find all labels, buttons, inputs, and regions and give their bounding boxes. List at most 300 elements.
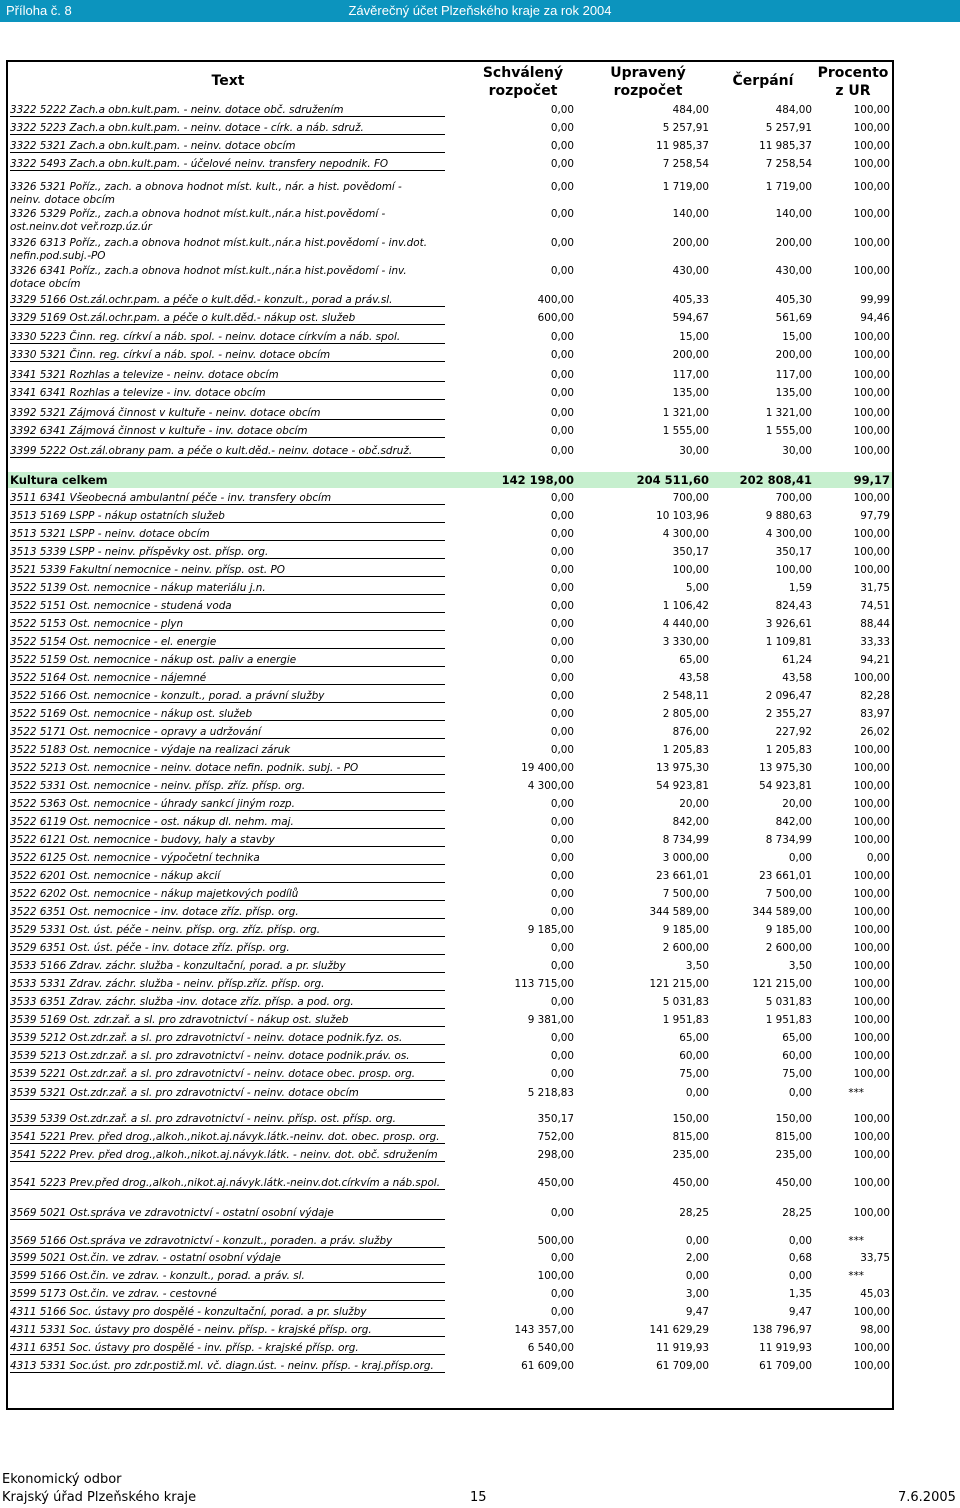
row-text: 3521 5339 Fakultní nemocnice - neinv. přísp. ost. PO: [10, 564, 445, 577]
approved-value: 0,00: [550, 816, 574, 828]
adjusted-value: 9 185,00: [662, 924, 709, 936]
col-header-percent-line1: Procento: [817, 65, 889, 81]
approved-value: 0,00: [550, 546, 574, 558]
percent-value: 33,33: [860, 636, 890, 648]
adjusted-value: 11 919,93: [656, 1342, 709, 1354]
approved-value: 19 400,00: [521, 762, 574, 774]
row-text: 3513 5339 LSPP - neinv. příspěvky ost. přísp. org.: [10, 546, 445, 559]
col-header-approved: [463, 64, 583, 100]
approved-value: 100,00: [537, 1270, 574, 1282]
spent-value: 8 734,99: [765, 834, 812, 846]
spent-value: 15,00: [782, 331, 812, 343]
spent-value: 202 808,41: [739, 473, 812, 487]
adjusted-value: 1 951,83: [662, 1014, 709, 1026]
approved-value: 0,00: [550, 237, 574, 249]
row-text: 3569 5166 Ost.správa ve zdravotnictví - konzult., poraden. a práv. služby: [10, 1235, 445, 1248]
row-text: 3522 6125 Ost. nemocnice - výpočetní technika: [10, 852, 445, 865]
adjusted-value: 20,00: [679, 798, 709, 810]
approved-value: 0,00: [550, 618, 574, 630]
approved-value: 0,00: [550, 1306, 574, 1318]
percent-value: 100,00: [853, 425, 890, 437]
approved-value: 6 540,00: [527, 1342, 574, 1354]
spent-value: 65,00: [782, 1032, 812, 1044]
adjusted-value: 2 600,00: [662, 942, 709, 954]
spent-value: 4 300,00: [765, 528, 812, 540]
row-text: 3392 6341 Zájmová činnost v kultuře - inv. dotace obcím: [10, 425, 445, 438]
percent-value: 100,00: [853, 672, 890, 684]
spent-value: 0,00: [788, 1270, 812, 1282]
adjusted-value: 0,00: [685, 1087, 709, 1099]
percent-value: 100,00: [853, 906, 890, 918]
row-text: 3326 5329 Poříz., zach.a obnova hodnot míst.kult.,nár.a hist.povědomí - ost.neinv.dot veř.rozp.úz.úr: [10, 208, 386, 233]
approved-value: 5 218,83: [527, 1087, 574, 1099]
col-header-spent: Čerpání: [732, 73, 794, 89]
spent-value: 815,00: [775, 1131, 812, 1143]
percent-value: 100,00: [853, 942, 890, 954]
spent-value: 9,47: [788, 1306, 812, 1318]
percent-value: 99,99: [860, 294, 890, 306]
adjusted-value: 23 661,01: [656, 870, 709, 882]
percent-value: 0,00: [866, 852, 890, 864]
col-header-adjusted: [588, 64, 708, 100]
table-header: [8, 62, 892, 102]
row-text: 4311 5166 Soc. ústavy pro dospělé - konzultační, porad. a pr. služby: [10, 1306, 445, 1319]
col-header-percent: [813, 64, 893, 100]
spent-value: 7 258,54: [765, 158, 812, 170]
approved-value: 450,00: [537, 1177, 574, 1189]
approved-value: 0,00: [550, 798, 574, 810]
adjusted-value: 1 321,00: [662, 407, 709, 419]
adjusted-value: 1 555,00: [662, 425, 709, 437]
row-text: 3569 5021 Ost.správa ve zdravotnictví - ostatní osobní výdaje: [10, 1207, 445, 1220]
row-text: 3522 5151 Ost. nemocnice - studená voda: [10, 600, 445, 613]
col-header-text: Text: [211, 73, 245, 89]
row-text: 3522 5331 Ost. nemocnice - neinv. přísp. zříz. přísp. org.: [10, 780, 445, 793]
approved-value: 0,00: [550, 852, 574, 864]
row-text: 3341 5321 Rozhlas a televize - neinv. dotace obcím: [10, 369, 445, 382]
percent-value: 100,00: [853, 546, 890, 558]
spent-value: 1 109,81: [765, 636, 812, 648]
adjusted-value: 2,00: [685, 1252, 709, 1264]
row-text: 3326 6341 Poříz., zach.a obnova hodnot míst.kult.,nár.a hist.povědomí - inv. dotace obcím: [10, 265, 407, 290]
col-header-adjusted-line1: Upravený: [610, 65, 686, 81]
percent-value: 100,00: [853, 387, 890, 399]
row-text: 3599 5021 Ost.čin. ve zdrav. - ostatní osobní výdaje: [10, 1252, 445, 1265]
spent-value: 200,00: [775, 349, 812, 361]
row-text: 3341 6341 Rozhlas a televize - inv. dotace obcím: [10, 387, 445, 400]
spent-value: 3 926,61: [765, 618, 812, 630]
spent-value: 1 205,83: [765, 744, 812, 756]
adjusted-value: 121 215,00: [649, 978, 709, 990]
percent-value: 82,28: [860, 690, 890, 702]
approved-value: 0,00: [550, 1207, 574, 1219]
percent-value: 100,00: [853, 528, 890, 540]
approved-value: 9 381,00: [527, 1014, 574, 1026]
approved-value: 400,00: [537, 294, 574, 306]
adjusted-value: 100,00: [672, 564, 709, 576]
spent-value: 23 661,01: [759, 870, 812, 882]
spent-value: 61 709,00: [759, 1360, 812, 1372]
approved-value: 0,00: [550, 1288, 574, 1300]
spent-value: 54 923,81: [759, 780, 812, 792]
percent-value: 31,75: [860, 582, 890, 594]
adjusted-value: 200,00: [672, 237, 709, 249]
approved-value: 0,00: [550, 636, 574, 648]
spent-value: 235,00: [775, 1149, 812, 1161]
adjusted-value: 3,00: [685, 1288, 709, 1300]
adjusted-value: 350,17: [672, 546, 709, 558]
spent-value: 1,59: [788, 582, 812, 594]
spent-value: 117,00: [775, 369, 812, 381]
adjusted-value: 10 103,96: [656, 510, 709, 522]
adjusted-value: 4 440,00: [662, 618, 709, 630]
adjusted-value: 65,00: [679, 654, 709, 666]
percent-value: ***: [848, 1270, 864, 1282]
adjusted-value: 65,00: [679, 1032, 709, 1044]
adjusted-value: 135,00: [672, 387, 709, 399]
row-text: 4311 5331 Soc. ústavy pro dospělé - neinv. přísp. - krajské přísp. org.: [10, 1324, 445, 1337]
row-text: 3326 5321 Poříz., zach. a obnova hodnot míst. kult., nár. a hist. povědomí - neinv. dotace obcím: [10, 181, 402, 206]
percent-value: 100,00: [853, 445, 890, 457]
percent-value: 94,46: [860, 312, 890, 324]
spent-value: 1 321,00: [765, 407, 812, 419]
page-number: 15: [470, 1490, 487, 1505]
spent-value: 1 951,83: [765, 1014, 812, 1026]
row-text: 3522 5159 Ost. nemocnice - nákup ost. paliv a energie: [10, 654, 445, 667]
adjusted-value: 3 330,00: [662, 636, 709, 648]
percent-value: 100,00: [853, 780, 890, 792]
spent-value: 7 500,00: [765, 888, 812, 900]
approved-value: 752,00: [537, 1131, 574, 1143]
approved-value: 0,00: [550, 744, 574, 756]
document-title: Závěrečný účet Plzeňského kraje za rok 2004: [348, 3, 612, 18]
row-text: 4311 6351 Soc. ústavy pro dospělé - inv. přísp. - krajské přísp. org.: [10, 1342, 445, 1355]
approved-value: 0,00: [550, 1032, 574, 1044]
approved-value: 0,00: [550, 510, 574, 522]
approved-value: 0,00: [550, 492, 574, 504]
row-text: 3522 5183 Ost. nemocnice - výdaje na realizaci záruk: [10, 744, 445, 757]
adjusted-value: 5 257,91: [662, 122, 709, 134]
spent-value: 100,00: [775, 564, 812, 576]
approved-value: 0,00: [550, 387, 574, 399]
approved-value: 0,00: [550, 690, 574, 702]
row-text: 3522 6202 Ost. nemocnice - nákup majetkových podílů: [10, 888, 445, 901]
spent-value: 842,00: [775, 816, 812, 828]
spent-value: 60,00: [782, 1050, 812, 1062]
row-text: 3599 5166 Ost.čin. ve zdrav. - konzult., porad. a práv. sl.: [10, 1270, 445, 1283]
footer-office: Krajský úřad Plzeňského kraje: [2, 1490, 197, 1505]
approved-value: 0,00: [550, 331, 574, 343]
adjusted-value: 815,00: [672, 1131, 709, 1143]
row-text: 3541 5222 Prev. před drog.,alkoh.,nikot.aj.návyk.látk. - neinv. dot. obč. sdružením: [10, 1149, 445, 1162]
spent-value: 2 600,00: [765, 942, 812, 954]
row-text: 3513 5321 LSPP - neinv. dotace obcím: [10, 528, 445, 541]
row-text: 3522 5166 Ost. nemocnice - konzult., porad. a právní služby: [10, 690, 445, 703]
col-header-approved-line1: Schválený: [482, 65, 564, 81]
adjusted-value: 344 589,00: [649, 906, 709, 918]
spent-value: 484,00: [775, 104, 812, 116]
approved-value: 0,00: [550, 122, 574, 134]
adjusted-value: 117,00: [672, 369, 709, 381]
spent-value: 43,58: [782, 672, 812, 684]
row-text: 3522 6201 Ost. nemocnice - nákup akcií: [10, 870, 445, 883]
approved-value: 0,00: [550, 181, 574, 193]
percent-value: 100,00: [853, 265, 890, 277]
approved-value: 142 198,00: [501, 473, 574, 487]
approved-value: 600,00: [537, 312, 574, 324]
spent-value: 1 555,00: [765, 425, 812, 437]
footer-date: 7.6.2005: [898, 1490, 956, 1505]
percent-value: 100,00: [853, 1131, 890, 1143]
row-text: 3539 5212 Ost.zdr.zař. a sl. pro zdravotnictví - neinv. dotace podnik.fyz. os.: [10, 1032, 445, 1045]
row-text: 3522 5164 Ost. nemocnice - nájemné: [10, 672, 445, 685]
percent-value: 100,00: [853, 924, 890, 936]
percent-value: 94,21: [860, 654, 890, 666]
spent-value: 0,00: [788, 852, 812, 864]
row-text: 3330 5223 Činn. reg. církví a náb. spol. - neinv. dotace církvím a náb. spol.: [10, 331, 445, 344]
approved-value: 0,00: [550, 726, 574, 738]
approved-value: 0,00: [550, 996, 574, 1008]
approved-value: 0,00: [550, 528, 574, 540]
approved-value: 143 357,00: [514, 1324, 574, 1336]
spent-value: 200,00: [775, 237, 812, 249]
percent-value: 100,00: [853, 1149, 890, 1161]
spent-value: 227,92: [775, 726, 812, 738]
approved-value: 0,00: [550, 600, 574, 612]
adjusted-value: 60,00: [679, 1050, 709, 1062]
percent-value: 100,00: [853, 798, 890, 810]
percent-value: 74,51: [860, 600, 890, 612]
percent-value: 83,97: [860, 708, 890, 720]
adjusted-value: 2 805,00: [662, 708, 709, 720]
spent-value: 30,00: [782, 445, 812, 457]
adjusted-value: 700,00: [672, 492, 709, 504]
spent-value: 2 096,47: [765, 690, 812, 702]
approved-value: 0,00: [550, 1050, 574, 1062]
adjusted-value: 405,33: [672, 294, 709, 306]
adjusted-value: 8 734,99: [662, 834, 709, 846]
row-text: 3522 5213 Ost. nemocnice - neinv. dotace nefin. podnik. subj. - PO: [10, 762, 445, 775]
adjusted-value: 9,47: [685, 1306, 709, 1318]
percent-value: 97,79: [860, 510, 890, 522]
approved-value: 500,00: [537, 1235, 574, 1247]
row-text: 3539 5321 Ost.zdr.zař. a sl. pro zdravotnictví - neinv. dotace obcím: [10, 1087, 445, 1100]
spent-value: 0,00: [788, 1087, 812, 1099]
row-text: 3529 6351 Ost. úst. péče - inv. dotace zříz. přísp. org.: [10, 942, 445, 955]
row-text: 4313 5331 Soc.úst. pro zdr.postiž.ml. vč. diagn.úst. - neinv. přísp. - kraj.přísp.org.: [10, 1360, 445, 1373]
row-text: 3399 5222 Ost.zál.obrany pam. a péče o kult.děd.- neinv. dotace - obč.sdruž.: [10, 445, 445, 458]
approved-value: 0,00: [550, 140, 574, 152]
percent-value: 100,00: [853, 996, 890, 1008]
spent-value: 0,00: [788, 1235, 812, 1247]
percent-value: 100,00: [853, 1014, 890, 1026]
approved-value: 0,00: [550, 265, 574, 277]
row-text: 3529 5331 Ost. úst. péče - neinv. přísp. org. zříz. přísp. org.: [10, 924, 445, 937]
adjusted-value: 141 629,29: [649, 1324, 709, 1336]
spent-value: 150,00: [775, 1113, 812, 1125]
col-header-percent-line2: z UR: [835, 83, 871, 99]
percent-value: 100,00: [853, 762, 890, 774]
spent-value: 140,00: [775, 208, 812, 220]
spent-value: 0,68: [788, 1252, 812, 1264]
adjusted-value: 13 975,30: [656, 762, 709, 774]
col-header-approved-line2: rozpočet: [488, 83, 558, 99]
row-text: 3522 5169 Ost. nemocnice - nákup ost. služeb: [10, 708, 445, 721]
percent-value: 100,00: [853, 978, 890, 990]
percent-value: 100,00: [853, 158, 890, 170]
approved-value: 0,00: [550, 208, 574, 220]
adjusted-value: 5 031,83: [662, 996, 709, 1008]
adjusted-value: 0,00: [685, 1235, 709, 1247]
spent-value: 11 985,37: [759, 140, 812, 152]
row-text: 3539 5213 Ost.zdr.zař. a sl. pro zdravotnictví - neinv. dotace podnik.práv. os.: [10, 1050, 445, 1063]
percent-value: 98,00: [860, 1324, 890, 1336]
spent-value: 11 919,93: [759, 1342, 812, 1354]
spent-value: 13 975,30: [759, 762, 812, 774]
spent-value: 1 719,00: [765, 181, 812, 193]
percent-value: 100,00: [853, 816, 890, 828]
adjusted-value: 7 258,54: [662, 158, 709, 170]
percent-value: 100,00: [853, 564, 890, 576]
spent-value: 350,17: [775, 546, 812, 558]
row-text: 3522 5171 Ost. nemocnice - opravy a udržování: [10, 726, 445, 739]
spent-value: 20,00: [782, 798, 812, 810]
spent-value: 561,69: [775, 312, 812, 324]
approved-value: 0,00: [550, 564, 574, 576]
spent-value: 135,00: [775, 387, 812, 399]
spent-value: 9 880,63: [765, 510, 812, 522]
spent-value: 5 257,91: [765, 122, 812, 134]
row-text: 3522 5139 Ost. nemocnice - nákup materiálu j.n.: [10, 582, 445, 595]
adjusted-value: 1 106,42: [662, 600, 709, 612]
adjusted-value: 484,00: [672, 104, 709, 116]
percent-value: 100,00: [853, 369, 890, 381]
approved-value: 61 609,00: [521, 1360, 574, 1372]
percent-value: 100,00: [853, 834, 890, 846]
adjusted-value: 15,00: [679, 331, 709, 343]
percent-value: 100,00: [853, 1207, 890, 1219]
spent-value: 450,00: [775, 1177, 812, 1189]
row-text: 3322 5222 Zach.a obn.kult.pam. - neinv. dotace obč. sdružením: [10, 104, 445, 117]
row-text: 3533 6351 Zdrav. záchr. služba -inv. dotace zříz. přísp. a pod. org.: [10, 996, 445, 1009]
approved-value: 0,00: [550, 708, 574, 720]
adjusted-value: 11 985,37: [656, 140, 709, 152]
row-text: 3522 6119 Ost. nemocnice - ost. nákup dl. nehm. maj.: [10, 816, 445, 829]
adjusted-value: 61 709,00: [656, 1360, 709, 1372]
approved-value: 0,00: [550, 349, 574, 361]
row-text: 3392 5321 Zájmová činnost v kultuře - neinv. dotace obcím: [10, 407, 445, 420]
percent-value: 100,00: [853, 744, 890, 756]
spent-value: 405,30: [775, 294, 812, 306]
percent-value: 100,00: [853, 237, 890, 249]
adjusted-value: 3 000,00: [662, 852, 709, 864]
percent-value: 88,44: [860, 618, 890, 630]
budget-table: [6, 60, 894, 1410]
spent-value: 5 031,83: [765, 996, 812, 1008]
spent-value: 1,35: [788, 1288, 812, 1300]
spent-value: 75,00: [782, 1068, 812, 1080]
approved-value: 0,00: [550, 672, 574, 684]
approved-value: 0,00: [550, 654, 574, 666]
row-text: 3513 5169 LSPP - nákup ostatních služeb: [10, 510, 445, 523]
percent-value: ***: [848, 1087, 864, 1099]
adjusted-value: 0,00: [685, 1270, 709, 1282]
row-text: 3541 5221 Prev. před drog.,alkoh.,nikot.aj.návyk.látk.-neinv. dot. obec. prosp. org.: [10, 1131, 445, 1144]
spent-value: 824,43: [775, 600, 812, 612]
percent-value: 100,00: [853, 960, 890, 972]
percent-value: 100,00: [853, 888, 890, 900]
col-header-adjusted-line2: rozpočet: [613, 83, 683, 99]
attachment-label: Příloha č. 8: [6, 3, 72, 18]
row-text: 3539 5339 Ost.zdr.zař. a sl. pro zdravotnictví - neinv. přísp. ost. přísp. org.: [10, 1113, 445, 1126]
row-text: 3533 5166 Zdrav. záchr. služba - konzultační, porad. a pr. služby: [10, 960, 445, 973]
row-text: 3330 5321 Činn. reg. církví a náb. spol. - neinv. dotace obcím: [10, 349, 445, 362]
adjusted-value: 842,00: [672, 816, 709, 828]
percent-value: 100,00: [853, 122, 890, 134]
adjusted-value: 30,00: [679, 445, 709, 457]
adjusted-value: 150,00: [672, 1113, 709, 1125]
adjusted-value: 28,25: [679, 1207, 709, 1219]
approved-value: 0,00: [550, 445, 574, 457]
approved-value: 0,00: [550, 1068, 574, 1080]
row-text: 3522 5154 Ost. nemocnice - el. energie: [10, 636, 445, 649]
percent-value: 100,00: [853, 331, 890, 343]
row-text: 3329 5169 Ost.zál.ochr.pam. a péče o kult.děd.- nákup ost. služeb: [10, 312, 445, 325]
row-text: 3322 5321 Zach.a obn.kult.pam. - neinv. dotace obcím: [10, 140, 445, 153]
approved-value: 9 185,00: [527, 924, 574, 936]
percent-value: 100,00: [853, 104, 890, 116]
row-text: 3522 5153 Ost. nemocnice - plyn: [10, 618, 445, 631]
adjusted-value: 200,00: [672, 349, 709, 361]
row-text: Kultura celkem: [10, 473, 108, 487]
row-text: 3539 5169 Ost. zdr.zař. a sl. pro zdravotnictví - nákup ost. služeb: [10, 1014, 445, 1027]
row-text: 3522 6121 Ost. nemocnice - budovy, haly a stavby: [10, 834, 445, 847]
percent-value: 26,02: [860, 726, 890, 738]
approved-value: 0,00: [550, 582, 574, 594]
approved-value: 0,00: [550, 407, 574, 419]
percent-value: ***: [848, 1235, 864, 1247]
spent-value: 2 355,27: [765, 708, 812, 720]
adjusted-value: 5,00: [685, 582, 709, 594]
percent-value: 100,00: [853, 1342, 890, 1354]
adjusted-value: 7 500,00: [662, 888, 709, 900]
row-text: 3326 6313 Poříz., zach.a obnova hodnot míst.kult.,nár.a hist.povědomí - inv.dot. nefin.pod.subj.-PO: [10, 237, 427, 262]
percent-value: 100,00: [853, 1306, 890, 1318]
percent-value: 100,00: [853, 1050, 890, 1062]
percent-value: 100,00: [853, 1177, 890, 1189]
adjusted-value: 235,00: [672, 1149, 709, 1161]
adjusted-value: 1 719,00: [662, 181, 709, 193]
approved-value: 0,00: [550, 888, 574, 900]
row-text: 3533 5331 Zdrav. záchr. služba - neinv. přísp.zříz. přísp. org.: [10, 978, 445, 991]
approved-value: 113 715,00: [514, 978, 574, 990]
percent-value: 100,00: [853, 1113, 890, 1125]
approved-value: 0,00: [550, 870, 574, 882]
page-header-bar: [0, 0, 960, 22]
approved-value: 0,00: [550, 906, 574, 918]
row-text: 3322 5493 Zach.a obn.kult.pam. - účelové neinv. transfery nepodnik. FO: [10, 158, 445, 171]
approved-value: 0,00: [550, 1252, 574, 1264]
adjusted-value: 430,00: [672, 265, 709, 277]
percent-value: 100,00: [853, 208, 890, 220]
percent-value: 33,75: [860, 1252, 890, 1264]
adjusted-value: 1 205,83: [662, 744, 709, 756]
approved-value: 0,00: [550, 942, 574, 954]
percent-value: 100,00: [853, 1068, 890, 1080]
percent-value: 100,00: [853, 140, 890, 152]
approved-value: 0,00: [550, 425, 574, 437]
percent-value: 100,00: [853, 492, 890, 504]
